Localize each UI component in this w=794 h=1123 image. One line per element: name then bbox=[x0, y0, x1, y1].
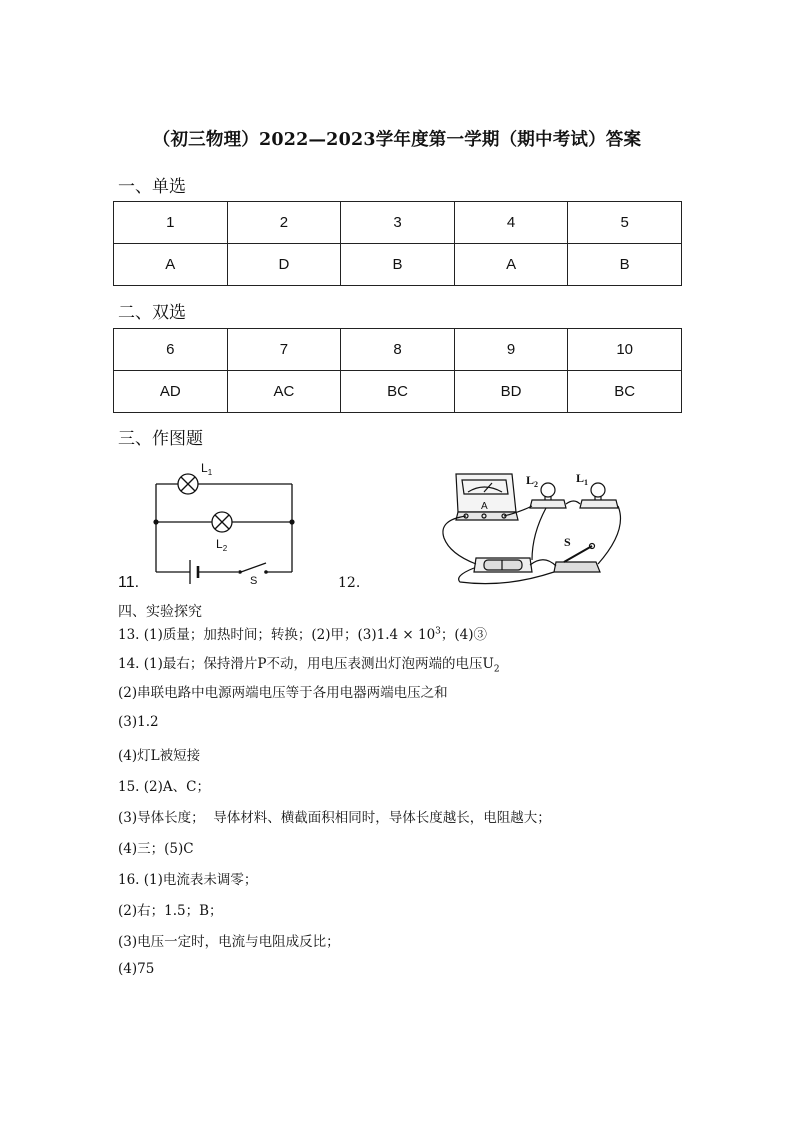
answer-q16-4: (4)75 bbox=[118, 961, 155, 977]
answer-q15-3: (3)导体长度； 导体材料、横截面积相同时，导体长度越长，电阻越大； bbox=[118, 810, 551, 826]
section-double-choice: 二、双选 bbox=[118, 303, 186, 323]
photo-l1-sub: 1 bbox=[584, 478, 589, 487]
table-row bbox=[114, 371, 682, 413]
l1-sub: 1 bbox=[207, 468, 213, 477]
answer-q14-1 bbox=[118, 652, 500, 675]
answer-cell: B bbox=[568, 244, 682, 286]
table-row bbox=[114, 329, 682, 371]
q13-exponent: 3 bbox=[435, 626, 441, 637]
l1-label: L bbox=[201, 461, 208, 475]
table-row bbox=[114, 244, 682, 286]
question-number: 7 bbox=[227, 329, 341, 371]
q11-circuit-diagram bbox=[146, 456, 306, 588]
table-row bbox=[114, 202, 682, 244]
q11-label: 11. bbox=[118, 574, 140, 591]
section-single-choice: 一、单选 bbox=[118, 177, 186, 197]
svg-text:L2 bbox=[216, 537, 228, 553]
answer-q16-3: (3)电压一定时，电流与电阻成反比； bbox=[118, 934, 340, 950]
l2-label: L bbox=[216, 537, 223, 551]
svg-text:L1 bbox=[201, 461, 213, 477]
photo-l1-label: L bbox=[576, 471, 585, 485]
page-title: （初三物理）2022—2023学年度第一学期（期中考试）答案 bbox=[152, 130, 642, 150]
question-number: 5 bbox=[568, 202, 682, 244]
switch-label: S bbox=[250, 575, 258, 587]
q12-label: 12. bbox=[338, 575, 361, 591]
answer-q13 bbox=[118, 623, 487, 643]
section-experiment: 四、实验探究 bbox=[118, 604, 202, 620]
double-choice-table bbox=[113, 328, 682, 413]
ammeter-label: A bbox=[481, 501, 488, 512]
section-drawing: 三、作图题 bbox=[118, 429, 203, 449]
answer-cell: AC bbox=[227, 371, 341, 413]
answer-q14-2: (2)串联电路中电源两端电压等于各用电器两端电压之和 bbox=[118, 685, 448, 701]
q12-physical-circuit bbox=[436, 468, 624, 590]
q13-text: 13. (1)质量；加热时间；转换；(2)甲；(3)1.4 × 10 bbox=[118, 627, 436, 643]
question-number: 8 bbox=[341, 329, 455, 371]
answer-q15-45: (4)三；(5)C bbox=[118, 841, 194, 857]
question-number: 10 bbox=[568, 329, 682, 371]
answer-cell: A bbox=[114, 244, 228, 286]
answer-cell: BD bbox=[454, 371, 568, 413]
question-number: 3 bbox=[341, 202, 455, 244]
answer-q16-1: 16. (1)电流表未调零； bbox=[118, 872, 258, 888]
answer-cell: BC bbox=[341, 371, 455, 413]
svg-text:L1 bbox=[576, 471, 588, 487]
question-number: 2 bbox=[227, 202, 341, 244]
answer-q15-2: 15. (2)A、C； bbox=[118, 779, 210, 795]
single-choice-table bbox=[113, 201, 682, 286]
question-number: 1 bbox=[114, 202, 228, 244]
answer-cell: AD bbox=[114, 371, 228, 413]
q14-1-subscript: 2 bbox=[493, 664, 500, 675]
answer-cell: D bbox=[227, 244, 341, 286]
answer-q14-4: (4)灯L被短接 bbox=[118, 748, 201, 764]
photo-switch-label: S bbox=[564, 535, 571, 549]
q14-1-text: 14. (1)最右；保持滑片P不动，用电压表测出灯泡两端的电压U bbox=[118, 656, 494, 672]
photo-l2-sub: 2 bbox=[534, 480, 539, 489]
answer-q16-2: (2)右；1.5；B； bbox=[118, 903, 223, 919]
svg-text:L2 bbox=[526, 473, 538, 489]
answer-cell: B bbox=[341, 244, 455, 286]
answer-q14-3: (3)1.2 bbox=[118, 714, 159, 730]
question-number: 4 bbox=[454, 202, 568, 244]
answer-cell: A bbox=[454, 244, 568, 286]
l2-sub: 2 bbox=[222, 544, 228, 553]
answer-cell: BC bbox=[568, 371, 682, 413]
photo-l2-label: L bbox=[526, 473, 535, 487]
q13-text-end: ；(4)③ bbox=[440, 627, 488, 643]
question-number: 9 bbox=[454, 329, 568, 371]
question-number: 6 bbox=[114, 329, 228, 371]
